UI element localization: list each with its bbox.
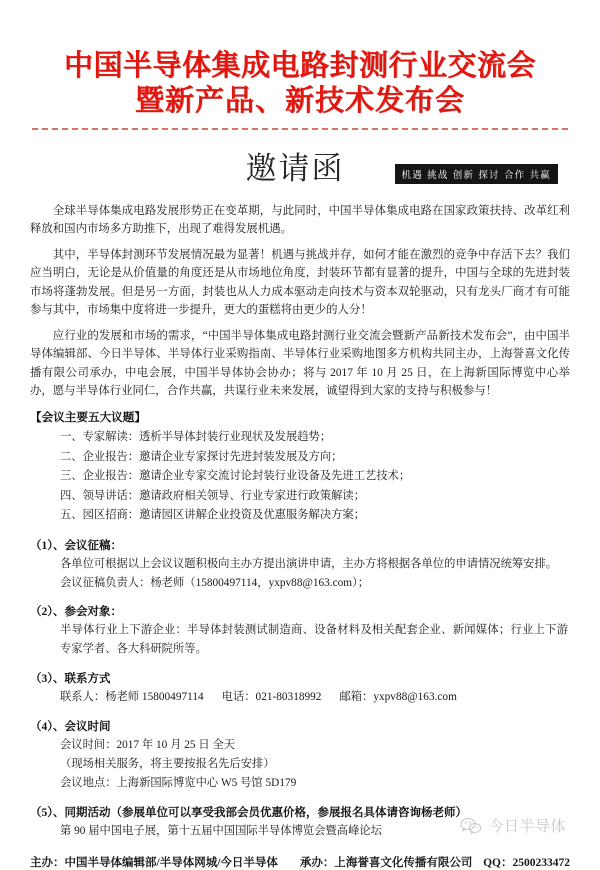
topic-item: 二、企业报告：邀请企业专家探讨先进封装发展及方向； — [60, 450, 343, 463]
call-for-papers-line-2: 会议征稿负责人：杨老师（15800497114，yxpv88@163.com）； — [60, 576, 370, 589]
concurrent-events-line-1: 第 90 届中国电子展，第十五届中国国际半导体博览会暨高峰论坛 — [60, 825, 382, 838]
subtitle-row — [30, 140, 570, 188]
intro-paragraph-3: 应行业的发展和市场的需求，“中国半导体集成电路封测行业交流会暨新产品新技术发布会”，由中国半导体编辑部、今日半导体、半导体行业采购指南、半导体行业采购地图多方机构共同主办，上海誉喜文化传播有限公司承办，中电会展，中国半导体协会协办；将与 2017 年 10 月 25 日，在上海新国际博览中心举办，愿与半导体行业同仁，合作共赢，共谋行业未来发展，诚望得到大家的支持与积极参与！ — [30, 329, 570, 397]
contact-tel-label: 电话： — [221, 691, 256, 704]
watermark — [460, 815, 566, 836]
attendees-body — [30, 621, 570, 659]
contact-email-label: 邮箱： — [339, 691, 374, 704]
contact-body — [30, 688, 570, 707]
contact-email: yxpv88@163.com — [373, 691, 457, 704]
schedule-heading: （4）、会议时间 — [30, 721, 111, 734]
section-call-for-papers — [30, 537, 570, 593]
section-attendees — [30, 603, 570, 659]
topic-item: 四、领导讲话：邀请政府相关领导、行业专家进行政策解读； — [60, 489, 366, 502]
section-contact — [30, 670, 570, 707]
schedule-venue: 会议地点：上海新国际博览中心 W5 号馆 5D179 — [60, 777, 297, 790]
contact-person: 联系人：杨老师 — [60, 691, 140, 704]
footer-qq: QQ：2500233472 — [483, 857, 570, 870]
call-for-papers-heading: （1）、会议征稿： — [30, 539, 122, 552]
main-title-line-2: 暨新产品、新技术发布会 — [134, 83, 465, 118]
title-block — [30, 48, 570, 119]
wechat-icon — [460, 817, 482, 835]
topic-item: 五、园区招商：邀请园区讲解企业投资及优惠服务解决方案； — [60, 509, 366, 522]
main-title-line-1: 中国半导体集成电路封测行业交流会 — [63, 48, 536, 82]
section-schedule — [30, 718, 570, 793]
footer-organizer: 承办：上海誉喜文化传播有限公司 — [299, 857, 473, 870]
schedule-body — [30, 736, 570, 793]
intro-paragraph-1: 全球半导体集成电路发展形势正在变革期，与此同时，中国半导体集成电路在国家政策扶持、改革红利释放和国内市场多方助推下，出现了难得发展机遇。 — [30, 204, 570, 236]
topics-list — [30, 428, 570, 525]
concurrent-events-heading: （5）、同期活动（参展单位可以享受我部会员优惠价格，参展报名具体请咨询杨老师） — [30, 807, 467, 820]
tagline-banner: 机遇 挑战 创新 探讨 合作 共赢 — [395, 164, 559, 184]
footer-host: 主办：中国半导体编辑部/半导体网城/今日半导体 — [30, 857, 278, 870]
document-header — [30, 0, 570, 188]
call-for-papers-body — [30, 555, 570, 593]
invitation-heading: 邀请函 — [245, 150, 345, 187]
topics-heading: 【会议主要五大议题】 — [30, 411, 146, 425]
topic-item: 三、企业报告：邀请企业专家交流讨论封装行业设备及先进工艺技术； — [60, 470, 411, 483]
contact-person-phone: 15800497114 — [141, 691, 204, 704]
intro-section — [30, 202, 570, 401]
schedule-time: 会议时间：2017 年 10 月 25 日 全天 — [60, 739, 236, 752]
dashed-divider — [32, 128, 568, 130]
watermark-label: 今日半导体 — [488, 817, 566, 835]
schedule-note: （现场相关服务，将主要按报名先后安排） — [60, 758, 275, 771]
attendees-heading: （2）、参会对象： — [30, 606, 122, 619]
topic-item: 一、专家解读：透析半导体封装行业现状及发展趋势； — [60, 431, 332, 444]
topics-section — [30, 409, 570, 525]
intro-paragraph-2: 其中，半导体封测环节发展情况最为显著！机遇与挑战并存，如何才能在激烈的竞争中存活下去？我们应当明白，无论是从价值量的角度还是从市场地位角度，封装环节都有显著的提升，中国与全球的先进封装市场将蓬勃发展。但是另一方面，封装也从人力成本驱动走向技术与资本双轮驱动，只有龙头厂商才有可能参与其中，市场集中度将进一步提升，更大的蛋糕将由更少的人分！ — [30, 248, 570, 317]
contact-row — [60, 688, 570, 707]
footer-credits — [30, 854, 570, 870]
attendees-line-1: 半导体行业上下游企业：半导体封装测试制造商、设备材料及相关配套企业、新闻媒体；行业上下游专家学者、各大科研院所等。 — [60, 624, 568, 656]
contact-tel: 021-80318992 — [255, 691, 322, 704]
contact-heading: （3）、联系方式 — [30, 673, 111, 686]
call-for-papers-line-1: 各单位可根据以上会议议题积极向主办方提出演讲申请，主办方将根据各单位的申请情况统筹安排。 — [60, 557, 558, 570]
